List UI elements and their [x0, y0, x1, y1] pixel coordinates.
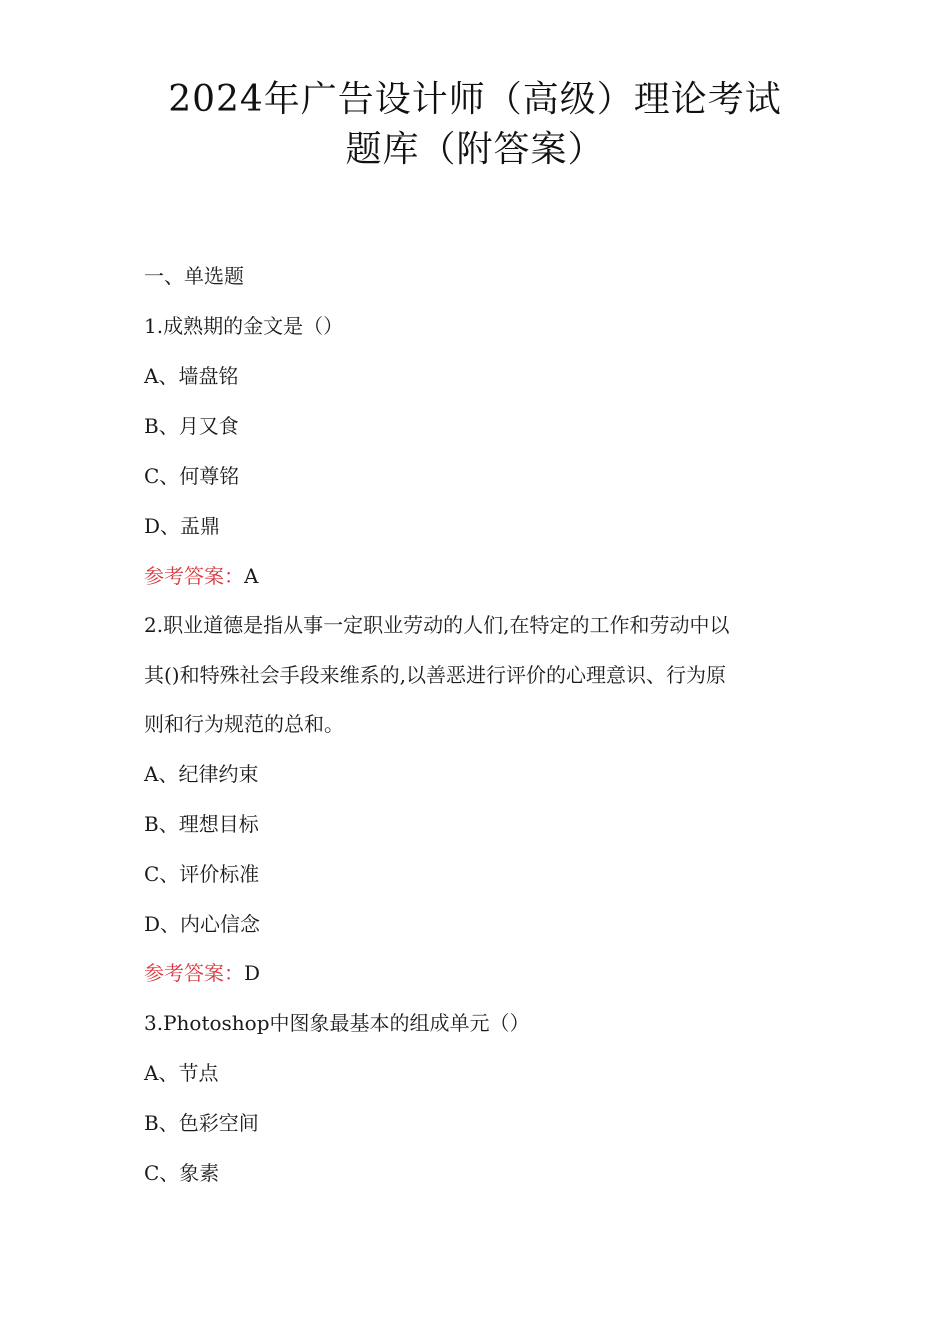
answer-label: 参考答案： — [144, 564, 244, 588]
question-1-option-b: B、月又食 — [144, 414, 239, 438]
question-2-stem-line1: 2.职业道德是指从事一定职业劳动的人们,在特定的工作和劳动中以 — [144, 613, 730, 637]
answer-label: 参考答案： — [144, 961, 244, 985]
question-3-option-c: C、象素 — [144, 1161, 220, 1185]
question-3-stem: 3.Photoshop中图象最基本的组成单元（） — [144, 1011, 530, 1035]
question-1-stem: 1.成熟期的金文是（） — [144, 314, 344, 338]
question-2-stem-line3: 则和行为规范的总和。 — [144, 712, 344, 736]
document-title-line1: 2024年广告设计师（高级）理论考试 — [168, 79, 782, 120]
question-1-option-a: A、墙盘铭 — [144, 364, 239, 388]
question-2-option-a: A、纪律约束 — [144, 762, 259, 786]
question-2-option-b: B、理想目标 — [144, 812, 259, 836]
question-1-option-d: D、盂鼎 — [144, 514, 221, 538]
question-1-option-c: C、何尊铭 — [144, 464, 240, 488]
question-1-answer — [144, 562, 824, 590]
question-2-stem-line2: 其()和特殊社会手段来维系的,以善恶进行评价的心理意识、行为原 — [144, 663, 726, 687]
answer-value: D — [244, 961, 261, 985]
question-3-option-b: B、色彩空间 — [144, 1111, 259, 1135]
question-3-option-a: A、节点 — [144, 1061, 219, 1085]
document-title-line2: 题库（附答案） — [345, 129, 605, 170]
answer-value: A — [244, 564, 259, 588]
section-heading: 一、单选题 — [144, 264, 244, 288]
question-2-option-d: D、内心信念 — [144, 912, 261, 936]
question-2-answer — [144, 959, 824, 987]
question-2-option-c: C、评价标准 — [144, 862, 260, 886]
